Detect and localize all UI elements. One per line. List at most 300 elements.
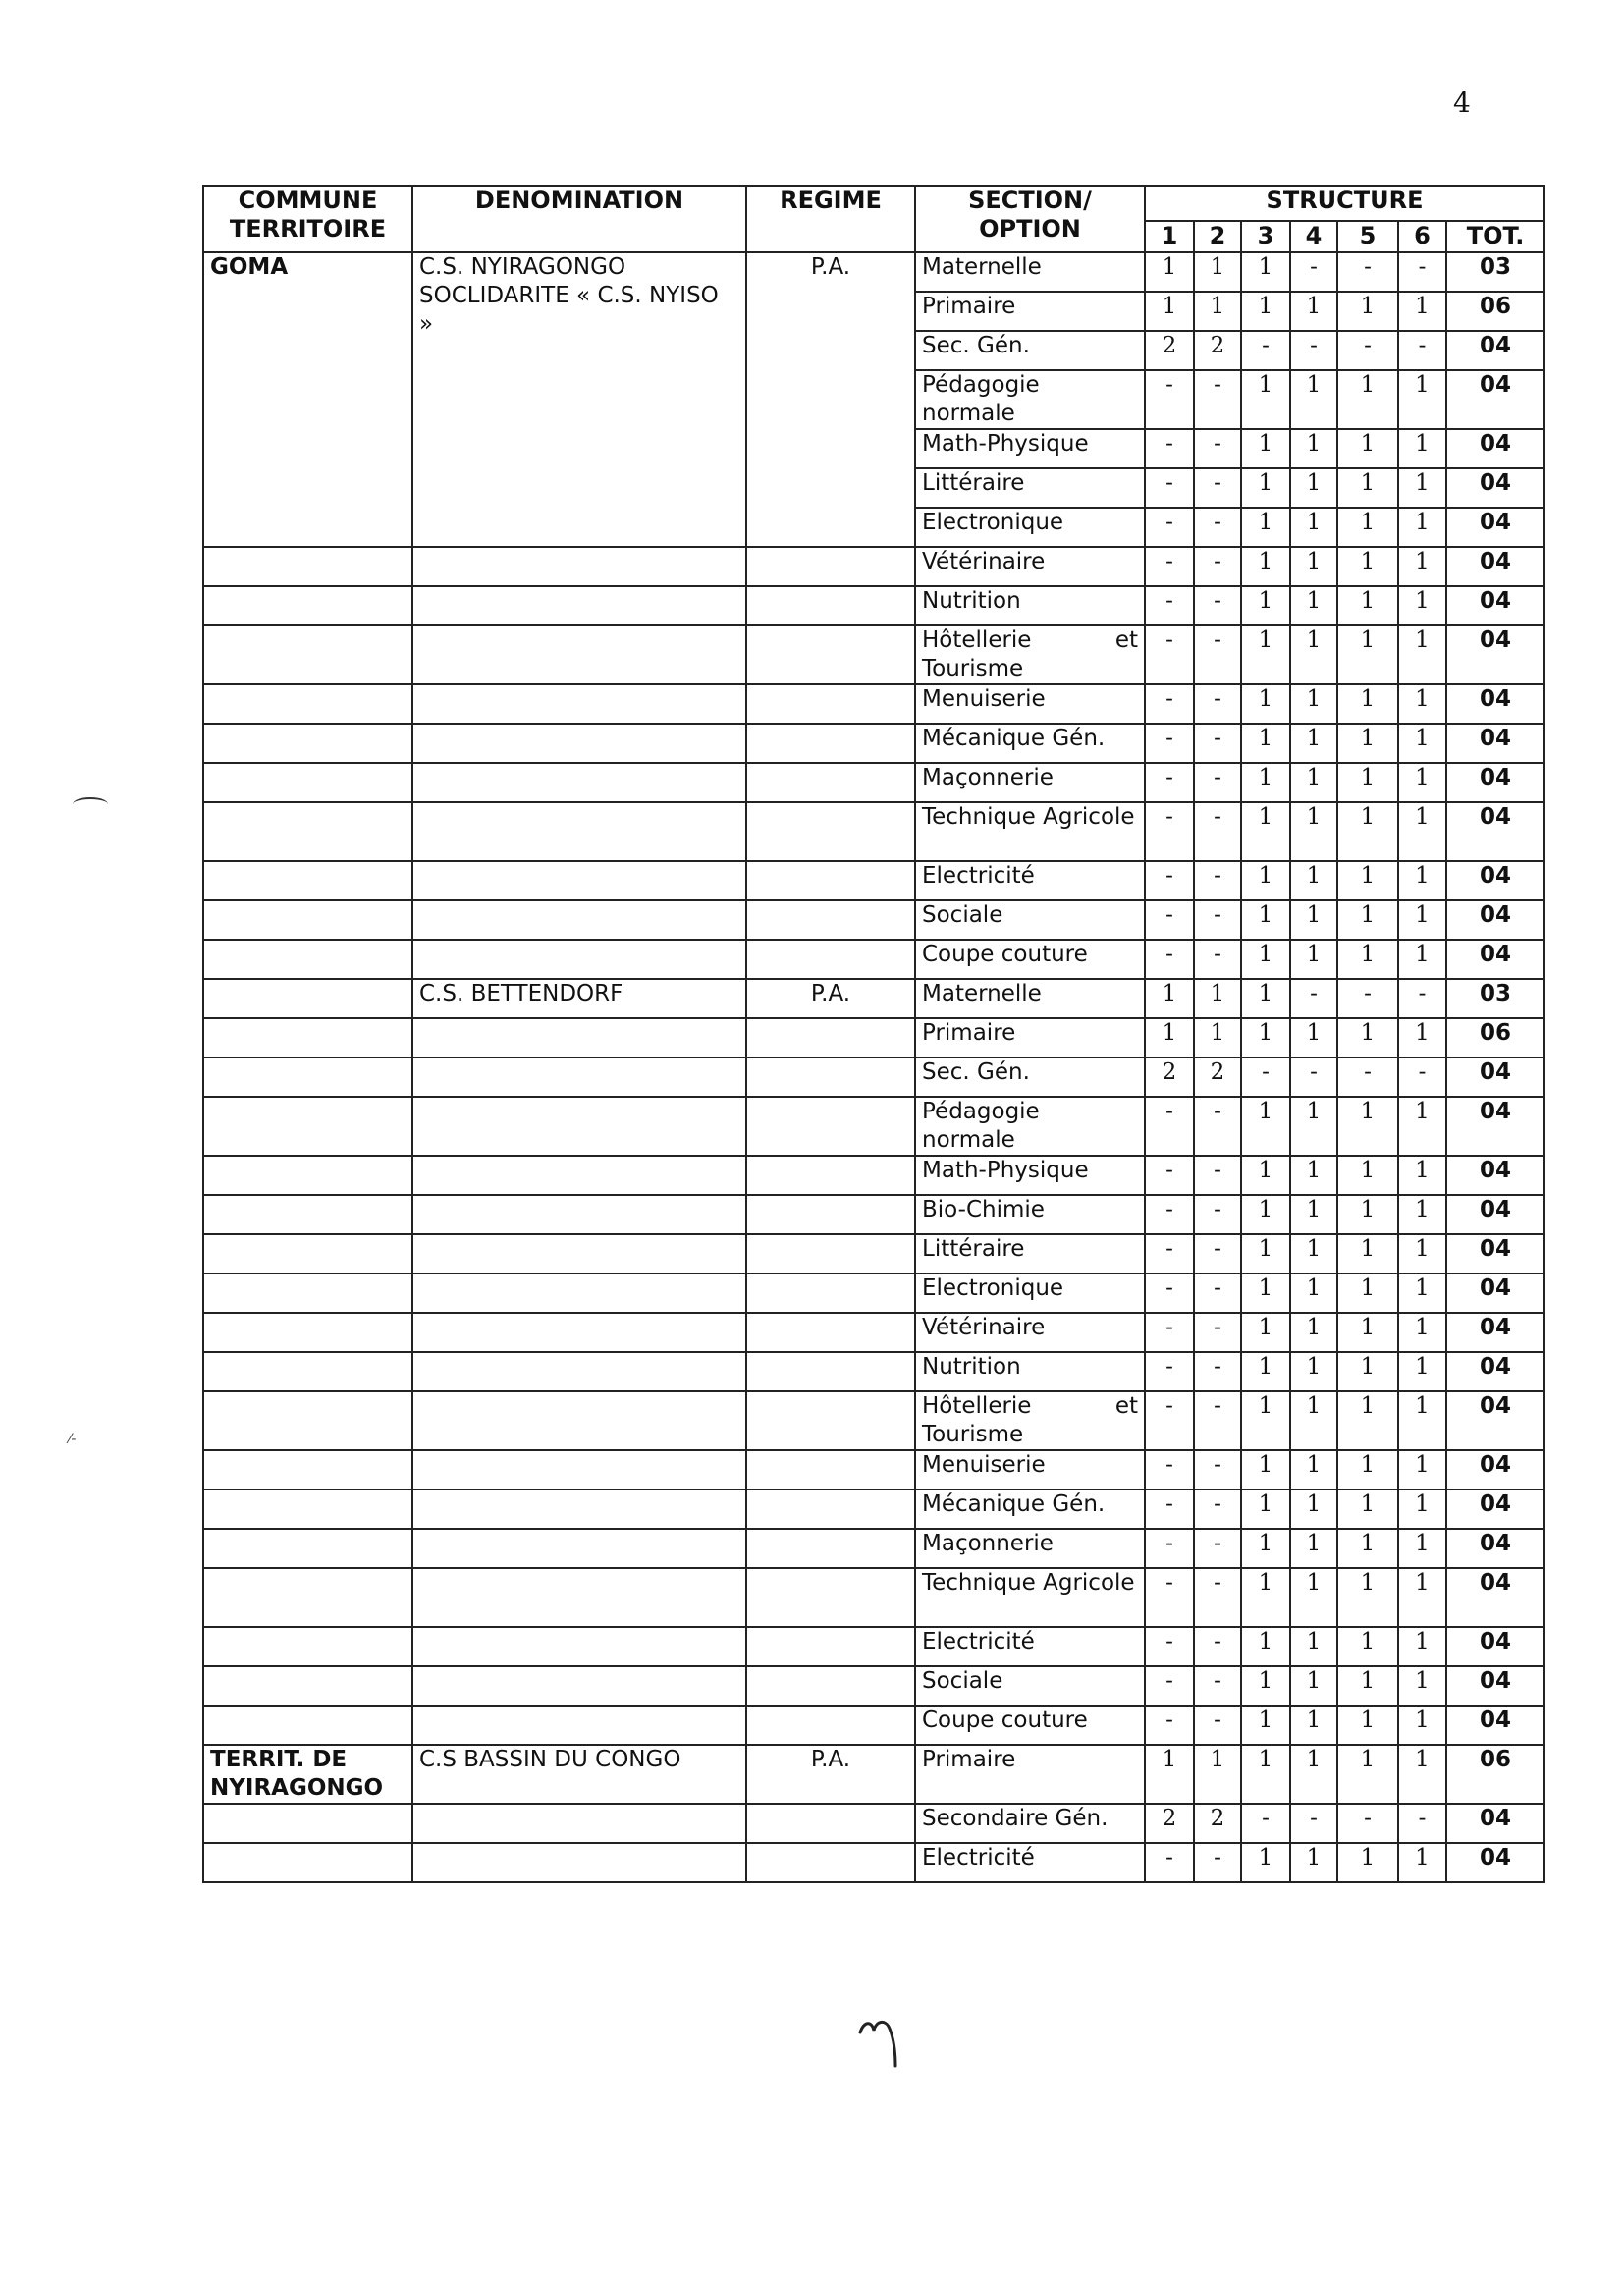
total-cell: 04 [1446, 370, 1544, 429]
structure-value-cell: 1 [1398, 940, 1446, 979]
commune-cell [203, 1568, 412, 1627]
structure-value-cell: - [1398, 979, 1446, 1018]
section-option-cell: Sec. Gén. [915, 331, 1145, 370]
section-option-cell: Menuiserie [915, 684, 1145, 724]
section-option-cell: Math-Physique [915, 1156, 1145, 1195]
page-number: 4 [1453, 86, 1471, 119]
denomination-cell [412, 940, 746, 979]
regime-cell [746, 547, 915, 586]
structure-value-cell: 2 [1145, 1057, 1194, 1097]
structure-value-cell: 1 [1241, 979, 1290, 1018]
structure-value-cell: 1 [1337, 763, 1398, 802]
structure-value-cell: - [1145, 940, 1194, 979]
section-option-cell: Maçonnerie [915, 1529, 1145, 1568]
structure-value-cell: 1 [1337, 1627, 1398, 1666]
structure-value-cell: - [1145, 1490, 1194, 1529]
structure-value-cell: - [1290, 1804, 1337, 1843]
structure-value-cell: - [1194, 429, 1241, 468]
denomination-cell [412, 1706, 746, 1745]
table-row [203, 1843, 1544, 1882]
structure-value-cell: - [1194, 625, 1241, 684]
section-option-cell: Primaire [915, 1018, 1145, 1057]
denomination-cell: C.S BASSIN DU CONGO [412, 1745, 746, 1804]
structure-value-cell: 1 [1398, 1706, 1446, 1745]
structure-value-cell: 1 [1290, 547, 1337, 586]
structure-value-cell: 1 [1290, 429, 1337, 468]
denomination-cell [412, 1313, 746, 1352]
section-option-cell: Pédagogie normale [915, 370, 1145, 429]
structure-value-cell: 1 [1398, 1529, 1446, 1568]
denomination-cell [412, 1490, 746, 1529]
total-cell: 04 [1446, 547, 1544, 586]
table-row [203, 1352, 1544, 1391]
structure-value-cell: 1 [1290, 1313, 1337, 1352]
header-commune: COMMUNE TERRITOIRE [203, 186, 412, 252]
regime-cell [746, 940, 915, 979]
regime-cell [746, 1057, 915, 1097]
commune-cell [203, 1804, 412, 1843]
section-option-cell: Vétérinaire [915, 547, 1145, 586]
denomination-cell [412, 684, 746, 724]
total-cell: 04 [1446, 1804, 1544, 1843]
structure-value-cell: 1 [1241, 1234, 1290, 1273]
structure-value-cell: - [1145, 1234, 1194, 1273]
section-option-cell: Coupe couture [915, 940, 1145, 979]
total-cell: 04 [1446, 861, 1544, 900]
regime-cell [746, 1568, 915, 1627]
structure-value-cell: 1 [1290, 1568, 1337, 1627]
commune-cell [203, 625, 412, 684]
regime-cell [746, 763, 915, 802]
school-structure-table [202, 185, 1545, 1883]
structure-value-cell: 1 [1398, 861, 1446, 900]
structure-value-cell: - [1145, 1195, 1194, 1234]
section-option-cell: Sociale [915, 900, 1145, 940]
table-row [203, 1529, 1544, 1568]
total-cell: 04 [1446, 940, 1544, 979]
handwritten-initial [856, 2013, 907, 2068]
total-cell: 04 [1446, 724, 1544, 763]
structure-value-cell: 1 [1241, 1568, 1290, 1627]
structure-value-cell: 1 [1290, 508, 1337, 547]
structure-value-cell: 1 [1337, 625, 1398, 684]
structure-value-cell: 1 [1398, 1568, 1446, 1627]
structure-value-cell: 1 [1398, 508, 1446, 547]
table-row [203, 1156, 1544, 1195]
structure-value-cell: 1 [1290, 1156, 1337, 1195]
section-option-cell: Maternelle [915, 252, 1145, 292]
denomination-cell [412, 1097, 746, 1156]
structure-value-cell: 1 [1337, 508, 1398, 547]
regime-cell: P.A. [746, 252, 915, 547]
structure-value-cell: 1 [1241, 724, 1290, 763]
commune-cell [203, 900, 412, 940]
structure-value-cell: 1 [1337, 684, 1398, 724]
structure-value-cell: 1 [1337, 1234, 1398, 1273]
structure-value-cell: 1 [1241, 625, 1290, 684]
commune-cell [203, 940, 412, 979]
structure-value-cell: - [1194, 1627, 1241, 1666]
denomination-cell [412, 802, 746, 861]
structure-value-cell: 1 [1290, 724, 1337, 763]
structure-value-cell: 1 [1241, 1627, 1290, 1666]
total-cell: 04 [1446, 1195, 1544, 1234]
structure-value-cell: - [1290, 252, 1337, 292]
denomination-cell [412, 1666, 746, 1706]
structure-value-cell: 1 [1337, 1352, 1398, 1391]
regime-cell [746, 586, 915, 625]
structure-value-cell: 1 [1290, 802, 1337, 861]
structure-value-cell: 1 [1241, 1529, 1290, 1568]
structure-value-cell: 1 [1241, 1018, 1290, 1057]
structure-value-cell: 2 [1145, 331, 1194, 370]
total-cell: 04 [1446, 1234, 1544, 1273]
total-cell: 04 [1446, 1568, 1544, 1627]
total-cell: 04 [1446, 1706, 1544, 1745]
structure-value-cell: 1 [1398, 1666, 1446, 1706]
structure-value-cell: 1 [1241, 1490, 1290, 1529]
structure-value-cell: 1 [1290, 625, 1337, 684]
commune-cell [203, 979, 412, 1018]
section-option-cell: Pédagogie normale [915, 1097, 1145, 1156]
total-cell: 04 [1446, 429, 1544, 468]
denomination-cell [412, 1057, 746, 1097]
total-cell: 06 [1446, 1018, 1544, 1057]
structure-value-cell: 1 [1290, 1666, 1337, 1706]
structure-value-cell: 1 [1290, 1352, 1337, 1391]
structure-value-cell: 1 [1337, 1097, 1398, 1156]
total-cell: 04 [1446, 331, 1544, 370]
denomination-cell [412, 1156, 746, 1195]
structure-value-cell: 1 [1194, 1745, 1241, 1804]
structure-value-cell: 1 [1337, 724, 1398, 763]
denomination-cell [412, 1018, 746, 1057]
structure-value-cell: - [1145, 1843, 1194, 1882]
structure-value-cell: - [1337, 1057, 1398, 1097]
section-option-cell: Menuiserie [915, 1450, 1145, 1490]
structure-value-cell: 1 [1290, 1843, 1337, 1882]
regime-cell [746, 1097, 915, 1156]
structure-value-cell: 1 [1337, 429, 1398, 468]
structure-value-cell: - [1145, 370, 1194, 429]
structure-value-cell: 1 [1337, 586, 1398, 625]
denomination-cell [412, 625, 746, 684]
commune-cell [203, 1627, 412, 1666]
structure-value-cell: 1 [1194, 252, 1241, 292]
structure-value-cell: - [1145, 1450, 1194, 1490]
structure-value-cell: - [1194, 1273, 1241, 1313]
commune-cell [203, 1843, 412, 1882]
table-body [203, 252, 1544, 1882]
regime-cell: P.A. [746, 979, 915, 1018]
structure-value-cell: 1 [1398, 900, 1446, 940]
structure-value-cell: 1 [1241, 547, 1290, 586]
structure-value-cell: 1 [1241, 1666, 1290, 1706]
structure-value-cell: 1 [1337, 370, 1398, 429]
structure-value-cell: - [1145, 900, 1194, 940]
commune-cell [203, 1018, 412, 1057]
section-option-cell: Electricité [915, 1843, 1145, 1882]
structure-value-cell: - [1145, 547, 1194, 586]
structure-value-cell: 1 [1398, 1450, 1446, 1490]
structure-value-cell: - [1145, 1568, 1194, 1627]
structure-value-cell: 1 [1398, 1352, 1446, 1391]
regime-cell [746, 861, 915, 900]
section-option-cell: Electricité [915, 861, 1145, 900]
structure-value-cell: 1 [1241, 1745, 1290, 1804]
structure-value-cell: 1 [1241, 586, 1290, 625]
structure-value-cell: - [1194, 900, 1241, 940]
structure-value-cell: 1 [1337, 940, 1398, 979]
regime-cell [746, 1529, 915, 1568]
denomination-cell [412, 1234, 746, 1273]
structure-value-cell: - [1337, 979, 1398, 1018]
structure-value-cell: - [1337, 1804, 1398, 1843]
table-row [203, 1234, 1544, 1273]
table-row [203, 1313, 1544, 1352]
commune-cell [203, 1195, 412, 1234]
structure-value-cell: 1 [1241, 1273, 1290, 1313]
header-col-5: 5 [1337, 221, 1398, 252]
structure-value-cell: 1 [1290, 586, 1337, 625]
denomination-cell [412, 586, 746, 625]
total-cell: 04 [1446, 1057, 1544, 1097]
denomination-cell [412, 1568, 746, 1627]
section-option-cell: Maternelle [915, 979, 1145, 1018]
header-section: SECTION/ OPTION [915, 186, 1145, 252]
regime-cell [746, 1706, 915, 1745]
structure-value-cell: - [1145, 1097, 1194, 1156]
section-option-cell: Littéraire [915, 1234, 1145, 1273]
regime-cell [746, 1352, 915, 1391]
commune-cell [203, 684, 412, 724]
structure-value-cell: - [1145, 1273, 1194, 1313]
structure-value-cell: 2 [1145, 1804, 1194, 1843]
commune-cell [203, 802, 412, 861]
structure-value-cell: - [1194, 1097, 1241, 1156]
table-row [203, 1391, 1544, 1450]
total-cell: 04 [1446, 1273, 1544, 1313]
table-row [203, 940, 1544, 979]
commune-cell [203, 1450, 412, 1490]
commune-cell [203, 763, 412, 802]
section-option-cell: Electricité [915, 1627, 1145, 1666]
regime-cell [746, 1490, 915, 1529]
total-cell: 06 [1446, 1745, 1544, 1804]
section-option-cell: Hôtellerie et Tourisme [915, 625, 1145, 684]
regime-cell [746, 625, 915, 684]
section-option-cell: Hôtellerie et Tourisme [915, 1391, 1145, 1450]
table-row [203, 586, 1544, 625]
section-option-cell: Technique Agricole [915, 802, 1145, 861]
header-col-6: 6 [1398, 221, 1446, 252]
section-option-cell: Electronique [915, 1273, 1145, 1313]
structure-value-cell: - [1337, 252, 1398, 292]
table-row [203, 1706, 1544, 1745]
structure-value-cell: 1 [1241, 468, 1290, 508]
structure-value-cell: 1 [1398, 1391, 1446, 1450]
structure-value-cell: 1 [1241, 1195, 1290, 1234]
structure-value-cell: - [1145, 1627, 1194, 1666]
total-cell: 04 [1446, 1627, 1544, 1666]
header-denomination: DENOMINATION [412, 186, 746, 252]
structure-value-cell: 2 [1194, 331, 1241, 370]
structure-value-cell: - [1145, 1391, 1194, 1450]
structure-value-cell: - [1290, 331, 1337, 370]
structure-value-cell: 1 [1398, 763, 1446, 802]
structure-value-cell: 1 [1241, 1450, 1290, 1490]
structure-value-cell: - [1145, 684, 1194, 724]
structure-value-cell: 1 [1337, 1529, 1398, 1568]
structure-value-cell: - [1398, 331, 1446, 370]
structure-value-cell: - [1194, 1490, 1241, 1529]
section-option-cell: Coupe couture [915, 1706, 1145, 1745]
table-row [203, 1097, 1544, 1156]
structure-value-cell: - [1398, 1804, 1446, 1843]
table-row [203, 861, 1544, 900]
structure-value-cell: 1 [1337, 1018, 1398, 1057]
structure-value-cell: - [1145, 468, 1194, 508]
structure-value-cell: 1 [1241, 252, 1290, 292]
structure-value-cell: - [1398, 252, 1446, 292]
commune-cell [203, 586, 412, 625]
structure-value-cell: 1 [1337, 1745, 1398, 1804]
structure-value-cell: 1 [1398, 625, 1446, 684]
table-row [203, 1273, 1544, 1313]
structure-value-cell: - [1194, 508, 1241, 547]
total-cell: 03 [1446, 252, 1544, 292]
structure-value-cell: 1 [1145, 292, 1194, 331]
section-option-cell: Secondaire Gén. [915, 1804, 1145, 1843]
structure-value-cell: 1 [1241, 429, 1290, 468]
structure-value-cell: 1 [1145, 979, 1194, 1018]
section-option-cell: Sociale [915, 1666, 1145, 1706]
commune-cell [203, 1666, 412, 1706]
structure-value-cell: 1 [1290, 1450, 1337, 1490]
structure-value-cell: - [1145, 1529, 1194, 1568]
header-col-2: 2 [1194, 221, 1241, 252]
structure-value-cell: 1 [1398, 1273, 1446, 1313]
structure-value-cell: 1 [1337, 1490, 1398, 1529]
structure-value-cell: 1 [1398, 1234, 1446, 1273]
structure-value-cell: 1 [1241, 1843, 1290, 1882]
total-cell: 04 [1446, 684, 1544, 724]
structure-value-cell: 1 [1337, 1450, 1398, 1490]
structure-value-cell: 1 [1337, 900, 1398, 940]
table-row [203, 1018, 1544, 1057]
structure-value-cell: - [1194, 468, 1241, 508]
structure-value-cell: 1 [1337, 1273, 1398, 1313]
total-cell: 04 [1446, 508, 1544, 547]
denomination-cell [412, 1352, 746, 1391]
structure-value-cell: 1 [1290, 1627, 1337, 1666]
structure-value-cell: 1 [1337, 547, 1398, 586]
structure-value-cell: - [1145, 1706, 1194, 1745]
structure-value-cell: 2 [1194, 1804, 1241, 1843]
table-row [203, 1057, 1544, 1097]
commune-cell [203, 724, 412, 763]
structure-value-cell: - [1194, 370, 1241, 429]
structure-value-cell: - [1194, 763, 1241, 802]
total-cell: 04 [1446, 468, 1544, 508]
structure-value-cell: 1 [1290, 684, 1337, 724]
section-option-cell: Littéraire [915, 468, 1145, 508]
structure-value-cell: 1 [1290, 292, 1337, 331]
table-row [203, 979, 1544, 1018]
structure-value-cell: - [1194, 861, 1241, 900]
structure-value-cell: 1 [1398, 429, 1446, 468]
structure-value-cell: - [1194, 1156, 1241, 1195]
commune-cell [203, 547, 412, 586]
structure-value-cell: 1 [1398, 1745, 1446, 1804]
structure-value-cell: - [1194, 802, 1241, 861]
structure-value-cell: 1 [1398, 547, 1446, 586]
table-row [203, 684, 1544, 724]
structure-value-cell: 1 [1398, 1490, 1446, 1529]
table-row [203, 1804, 1544, 1843]
structure-value-cell: 1 [1241, 900, 1290, 940]
structure-value-cell: 1 [1290, 861, 1337, 900]
section-option-cell: Electronique [915, 508, 1145, 547]
section-option-cell: Nutrition [915, 1352, 1145, 1391]
total-cell: 04 [1446, 1352, 1544, 1391]
table-row [203, 252, 1544, 292]
section-option-cell: Primaire [915, 292, 1145, 331]
structure-value-cell: - [1145, 861, 1194, 900]
section-option-cell: Mécanique Gén. [915, 1490, 1145, 1529]
structure-value-cell: 1 [1398, 468, 1446, 508]
section-option-cell: Primaire [915, 1745, 1145, 1804]
structure-value-cell: 1 [1290, 1018, 1337, 1057]
structure-value-cell: 1 [1337, 1156, 1398, 1195]
section-option-cell: Mécanique Gén. [915, 724, 1145, 763]
structure-value-cell: 1 [1241, 1097, 1290, 1156]
total-cell: 04 [1446, 1843, 1544, 1882]
structure-value-cell: 1 [1290, 1195, 1337, 1234]
header-structure: STRUCTURE [1145, 186, 1544, 221]
commune-cell [203, 1097, 412, 1156]
structure-value-cell: - [1145, 1352, 1194, 1391]
header-col-1: 1 [1145, 221, 1194, 252]
structure-value-cell: - [1194, 1529, 1241, 1568]
structure-value-cell: - [1194, 1568, 1241, 1627]
structure-value-cell: - [1194, 1234, 1241, 1273]
margin-mark [73, 797, 108, 811]
regime-cell [746, 724, 915, 763]
total-cell: 04 [1446, 1391, 1544, 1450]
structure-value-cell: - [1194, 586, 1241, 625]
structure-value-cell: 1 [1241, 1156, 1290, 1195]
structure-value-cell: 1 [1398, 1097, 1446, 1156]
table-row [203, 1627, 1544, 1666]
structure-value-cell: 1 [1241, 508, 1290, 547]
structure-value-cell: 1 [1337, 1391, 1398, 1450]
commune-cell: TERRIT. DE NYIRAGONGO [203, 1745, 412, 1804]
denomination-cell: C.S. BETTENDORF [412, 979, 746, 1018]
commune-cell [203, 1352, 412, 1391]
denomination-cell [412, 1273, 746, 1313]
table-row [203, 1666, 1544, 1706]
structure-value-cell: 1 [1241, 684, 1290, 724]
structure-value-cell: 1 [1241, 802, 1290, 861]
regime-cell [746, 1195, 915, 1234]
structure-value-cell: 1 [1290, 1529, 1337, 1568]
total-cell: 04 [1446, 586, 1544, 625]
structure-value-cell: 1 [1337, 292, 1398, 331]
structure-value-cell: - [1194, 1352, 1241, 1391]
total-cell: 04 [1446, 1156, 1544, 1195]
structure-value-cell: 1 [1398, 724, 1446, 763]
